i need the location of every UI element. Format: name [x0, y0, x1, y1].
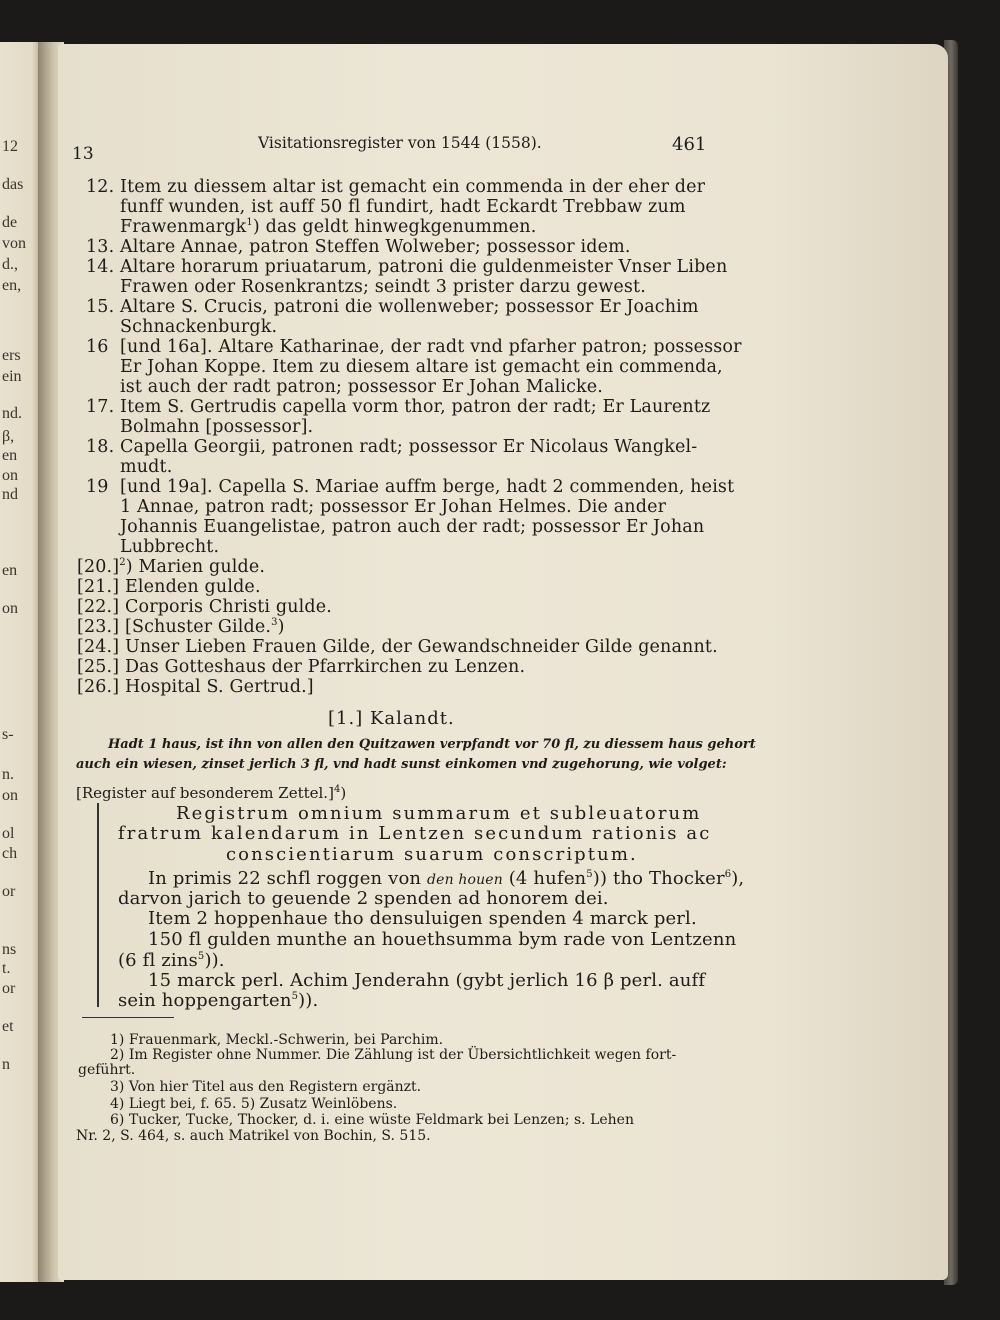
left-fragment: nd — [2, 486, 18, 503]
gild-23: [23.] [Schuster Gilde.$^3$) — [77, 617, 285, 637]
left-fragment: de — [2, 214, 18, 231]
footnote-2: 2) Im Register ohne Nummer. Die Zählung ist der Übersichtlichkeit wegen fort- — [110, 1047, 677, 1063]
left-fragment: on — [2, 467, 18, 484]
footnote-2-cont: geführt. — [78, 1062, 136, 1078]
left-fragment: ers — [2, 347, 21, 364]
section-heading: [1.] Kalandt. — [328, 708, 455, 729]
register-line-5: (6 fl zins$^5$)). — [118, 950, 225, 971]
left-page-number: 13 — [72, 144, 94, 164]
gild-24: [24.] Unser Lieben Frauen Gilde, der Gewandschneider Gilde genannt. — [77, 637, 718, 657]
left-fragment: t. — [2, 960, 11, 977]
italic-line-1: Hadt 1 haus, ist ihn von allen den Quitzawen verpfandt vor 70 fl, zu diessem haus gehort — [108, 737, 756, 752]
entry-19-line-4: Lubbrecht. — [120, 537, 220, 557]
left-fragment: ch — [2, 845, 18, 862]
gild-26: [26.] Hospital S. Gertrud.] — [77, 677, 314, 697]
left-fragment: s- — [2, 726, 14, 743]
previous-page-edge — [0, 42, 40, 1282]
left-fragment: ol — [2, 825, 15, 842]
left-fragment: en, — [2, 277, 22, 294]
left-fragment: nd. — [2, 405, 22, 422]
left-fragment: or — [2, 883, 16, 900]
register-title-3: conscientiarum suarum conscriptum. — [226, 844, 638, 865]
entry-16-line-1: 16 [und 16a]. Altare Katharinae, der radt vnd pfarher patron; possessor — [86, 337, 742, 357]
footnote-rule — [82, 1017, 174, 1018]
entry-14-line-2: Frawen oder Rosenkrantzs; seindt 3 prister darzu gewest. — [120, 277, 646, 297]
footnote-6: 6) Tucker, Tucke, Thocker, d. i. eine wüste Feldmark bei Lenzen; s. Lehen — [110, 1112, 634, 1128]
entry-12-line-2: funff wunden, ist auff 50 fl fundirt, hadt Eckardt Trebbaw zum — [120, 197, 686, 217]
entry-19-line-2: 1 Annae, patron radt; possessor Er Johan Helmes. Die ander — [120, 497, 667, 517]
left-fragment: d., — [2, 256, 18, 273]
italic-line-2: auch ein wiesen, zinset jerlich 3 fl, vnd hadt sunst einkomen vnd zugehorung, wie volget: — [76, 757, 727, 772]
entry-12-line-1: 12. Item zu diessem altar ist gemacht ein commenda in der eher der — [86, 177, 706, 197]
entry-18-line-1: 18. Capella Georgii, patronen radt; possessor Er Nicolaus Wangkel- — [86, 437, 698, 457]
register-note: [Register auf besonderem Zettel.]$^4$) — [76, 784, 347, 802]
left-fragment: β, — [2, 428, 15, 445]
register-line-3: Item 2 hoppenhaue tho densuluigen spenden 4 marck perl. — [148, 908, 697, 929]
entry-19-line-3: Johannis Euangelistae, patron auch der radt; possessor Er Johan — [120, 517, 705, 537]
left-fragment: on — [2, 787, 18, 804]
register-line-4: 150 fl gulden munthe an houethsumma bym rade von Lentzenn — [148, 929, 737, 950]
left-fragment: on — [2, 600, 18, 617]
entry-18-line-2: mudt. — [120, 457, 173, 477]
entry-19-line-1: 19 [und 19a]. Capella S. Mariae auffm berge, hadt 2 commenden, heist — [86, 477, 735, 497]
register-line-6: 15 marck perl. Achim Jenderahn (gybt jerlich 16 β perl. auff — [148, 970, 706, 991]
entry-15-line-2: Schnackenburgk. — [120, 317, 278, 337]
gild-22: [22.] Corporis Christi gulde. — [77, 597, 332, 617]
register-line-1: In primis 22 schfl roggen von den houen (4 hufen$^5$)) tho Thocker$^6$), — [148, 868, 745, 889]
register-line-2: darvon jarich to geuende 2 spenden ad honorem dei. — [118, 888, 609, 909]
left-fragment: or — [2, 980, 16, 997]
left-fragment: 12 — [2, 138, 18, 155]
register-margin-rule — [97, 803, 99, 1007]
register-title-2: fratrum kalendarum in Lentzen secundum rationis ac — [118, 823, 712, 844]
left-fragment: ein — [2, 368, 22, 385]
entry-14-line-1: 14. Altare horarum priuatarum, patroni die guldenmeister Vnser Liben — [86, 257, 728, 277]
left-fragment: ns — [2, 941, 17, 958]
footnote-1: 1) Frauenmark, Meckl.-Schwerin, bei Parchim. — [110, 1032, 444, 1048]
left-fragment: das — [2, 176, 24, 193]
entry-13: 13. Altare Annae, patron Steffen Wolweber; possessor idem. — [86, 237, 631, 257]
entry-16-line-2: Er Johan Koppe. Item zu diesem altare ist gemacht ein commenda, — [120, 357, 723, 377]
left-fragment: n — [2, 1056, 10, 1073]
register-line-7: sein hoppengarten$^5$)). — [118, 990, 319, 1011]
entry-17-line-1: 17. Item S. Gertrudis capella vorm thor, patron der radt; Er Laurentz — [86, 397, 711, 417]
entry-17-line-2: Bolmahn [possessor]. — [120, 417, 314, 437]
left-fragment: en — [2, 447, 18, 464]
left-fragment: et — [2, 1018, 14, 1035]
running-title: Visitationsregister von 1544 (1558). — [258, 134, 542, 152]
page-number: 461 — [672, 134, 707, 155]
gild-25: [25.] Das Gotteshaus der Pfarrkirchen zu Lenzen. — [77, 657, 526, 677]
left-fragment: von — [2, 235, 26, 252]
entry-12-line-3: Frawenmargk$^1$) das geldt hinwegkgenummen. — [120, 217, 537, 237]
left-fragment: en — [2, 562, 18, 579]
gild-21: [21.] Elenden gulde. — [77, 577, 261, 597]
entry-16-line-3: ist auch der radt patron; possessor Er Johan Malicke. — [120, 377, 603, 397]
entry-15-line-1: 15. Altare S. Crucis, patroni die wollenweber; possessor Er Joachim — [86, 297, 699, 317]
footnote-6-cont: Nr. 2, S. 464, s. auch Matrikel von Bochin, S. 515. — [76, 1128, 431, 1144]
left-fragment: n. — [2, 766, 14, 783]
gild-20: $[20.]^2$) Marien gulde. — [77, 557, 266, 577]
register-title-1: Registrum omnium summarum et subleuatorum — [176, 803, 702, 824]
footnote-4-5: 4) Liegt bei, f. 65. 5) Zusatz Weinlöbens. — [110, 1096, 398, 1112]
footnote-3: 3) Von hier Titel aus den Registern ergänzt. — [110, 1079, 422, 1095]
